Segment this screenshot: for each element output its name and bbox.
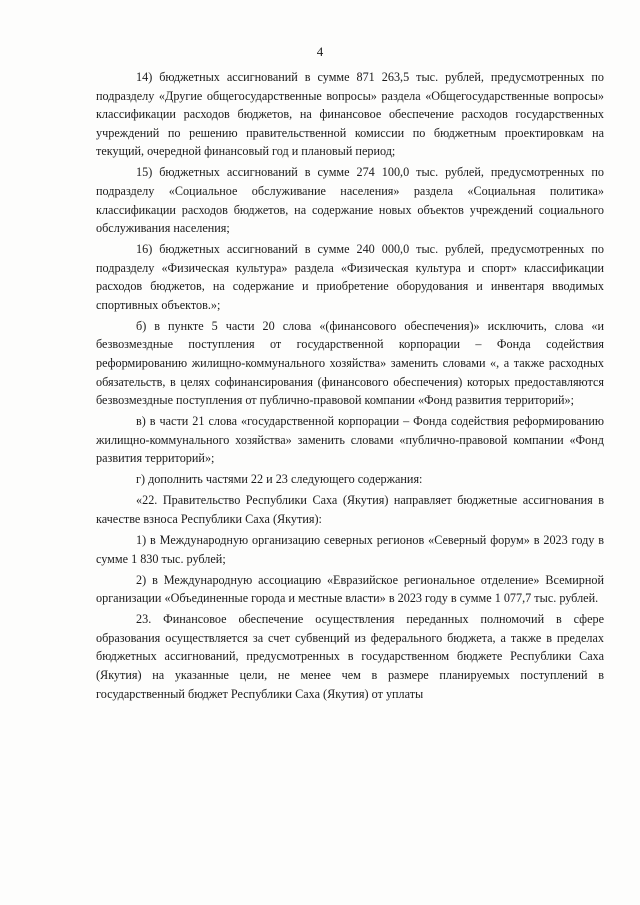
page-number: 4 bbox=[316, 44, 324, 59]
paragraph-part-22-item-2: 2) в Международную ассоциацию «Евразийское региональное отделение» Всемирной организации «Объединенные города и местные власти» в 2023 году в сумме 1 077,7 тыс. рублей. bbox=[96, 572, 604, 606]
paragraph-part-23: 23. Финансовое обеспечение осуществления переданных полномочий в сфере образования осуществляется за счет субвенций из федерального бюджета, а также в пределах бюджетных ассигнований, предусмотренных в государственном бюджете Республики Саха (Якутия) на указанные цели, не менее чем в размере планируемых поступлений в государственный бюджет Республики Саха (Якутия) от уплаты bbox=[96, 612, 604, 701]
paragraph-subitem-b: б) в пункте 5 части 20 слова «(финансового обеспечения)» исключить, слова «и безвозмездные поступления от государственной корпорации – Фонда содействия реформированию жилищно-коммунального хозяйства» заменить словами «, а также расходных обязательств, в целях софинансирования (финансового обеспечения) которых предоставляются безвозмездные поступления от публично-правовой компании «Фонд развития территорий»; bbox=[96, 318, 604, 408]
paragraph-part-22-item-1: 1) в Международную организацию северных регионов «Северный форум» в 2023 году в сумме 1 830 тыс. рублей; bbox=[96, 532, 604, 566]
paragraph-item-16: 16) бюджетных ассигнований в сумме 240 000,0 тыс. рублей, предусмотренных по подразделу «Физическая культура» раздела «Физическая культура и спорт» классификации расходов бюджетов, на содержание и приобретение оборудования и инвентаря вводимых спортивных объектов.»; bbox=[96, 242, 604, 312]
paragraph-subitem-v: в) в части 21 слова «государственной корпорации – Фонда содействия реформированию жилищно-коммунального хозяйства» заменить словами «публично-правовой компании «Фонд развития территорий»; bbox=[96, 414, 604, 466]
paragraph-part-22: «22. Правительство Республики Саха (Якутия) направляет бюджетные ассигнования в качестве взноса Республики Саха (Якутия): bbox=[96, 493, 604, 526]
paragraph-item-15: 15) бюджетных ассигнований в сумме 274 100,0 тыс. рублей, предусмотренных по подразделу «Социальное обслуживание населения» раздела «Социальная политика» классификации расходов бюджетов, на содержание новых объектов учреждений социального обслуживания населения; bbox=[96, 165, 604, 236]
paragraph-item-14: 14) бюджетных ассигнований в сумме 871 263,5 тыс. рублей, предусмотренных по подразделу «Другие общегосударственные вопросы» раздела «Общегосударственные вопросы» классификации расходов бюджетов, на финансовое обеспечение расходов государственных учреждений по решению правительственной комиссии по бюджетным проектировкам на текущий, очередной финансовый год и плановый период; bbox=[96, 70, 604, 159]
document-body bbox=[96, 68, 604, 706]
paragraph-subitem-g: г) дополнить частями 22 и 23 следующего содержания: bbox=[136, 472, 423, 487]
